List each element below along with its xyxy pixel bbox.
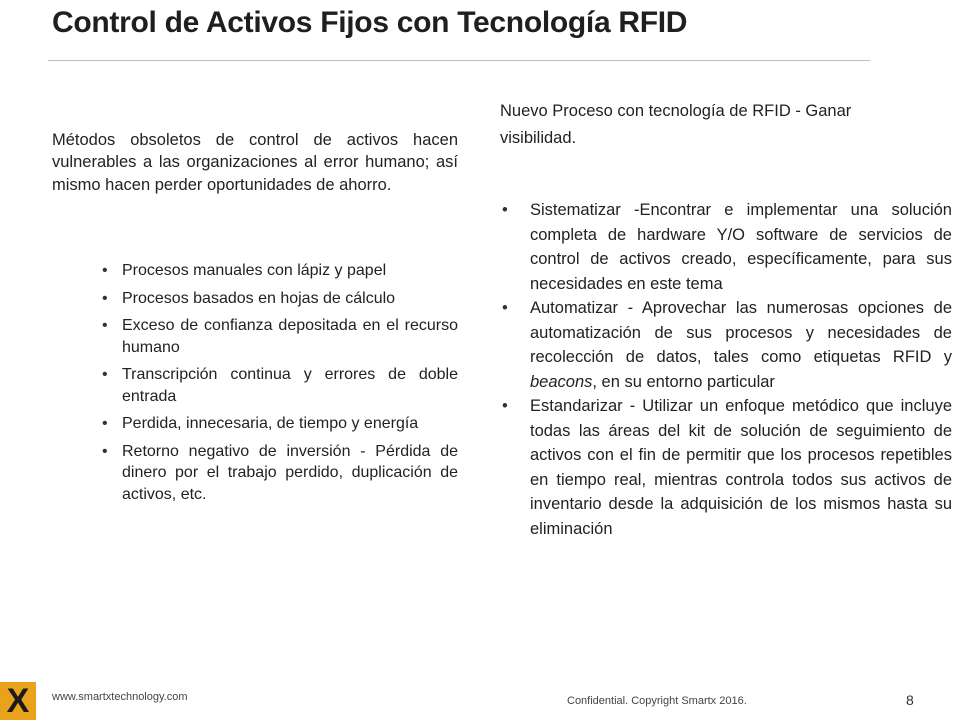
list-item: • Procesos basados en hojas de cálculo [98,288,458,310]
footer-url: www.smartxtechnology.com [52,691,188,703]
automatizar-text-end: , en su entorno particular [592,372,775,391]
logo-letter: X [6,682,30,720]
right-bullet-list [500,198,952,541]
list-item: • Procesos manuales con lápiz y papel [98,260,458,282]
beacons-term: beacons [530,372,593,391]
smartx-logo [0,682,36,720]
right-intro-heading: Nuevo Proceso con tecnología de RFID - Ganar visibilidad. [500,102,852,147]
slide-title: Control de Activos Fijos con Tecnología RFID [52,6,688,39]
list-item-automatizar [500,296,952,394]
list-item-sistematizar: • Sistematizar -Encontrar e implementar una solución completa de hardware Y/O software de servicios de control de activos creado, específicamente, para sus necesidades en este tema [500,198,952,296]
left-intro-paragraph: Métodos obsoletos de control de activos hacen vulnerables a las organizaciones al error humano; así mismo hacen perder oportunidades de ahorro. [52,130,458,194]
page-number: 8 [906,692,914,708]
title-divider [48,60,870,61]
left-bullet-list [98,260,458,511]
list-item: • Transcripción continua y errores de doble entrada [98,364,458,407]
list-item: • Exceso de confianza depositada en el recurso humano [98,315,458,358]
footer-confidential: Confidential. Copyright Smartx 2016. [567,695,747,707]
list-item-estandarizar: • Estandarizar - Utilizar un enfoque metódico que incluye todas las áreas del kit de solución de seguimiento de activos con el fin de permitir que los procesos repetibles en tiempo real, mientras controla todos sus activos de inventario desde la adquisición de los mismos hasta su eliminación [500,394,952,541]
list-item: • Perdida, innecesaria, de tiempo y energía [98,413,458,435]
list-item: • Retorno negativo de inversión - Pérdida de dinero por el trabajo perdido, duplicación de activos, etc. [98,441,458,506]
automatizar-text: Automatizar - Aprovechar las numerosas opciones de automatización de sus procesos y necesidades de recolección de datos, tales como etiquetas RFID y [530,299,952,366]
